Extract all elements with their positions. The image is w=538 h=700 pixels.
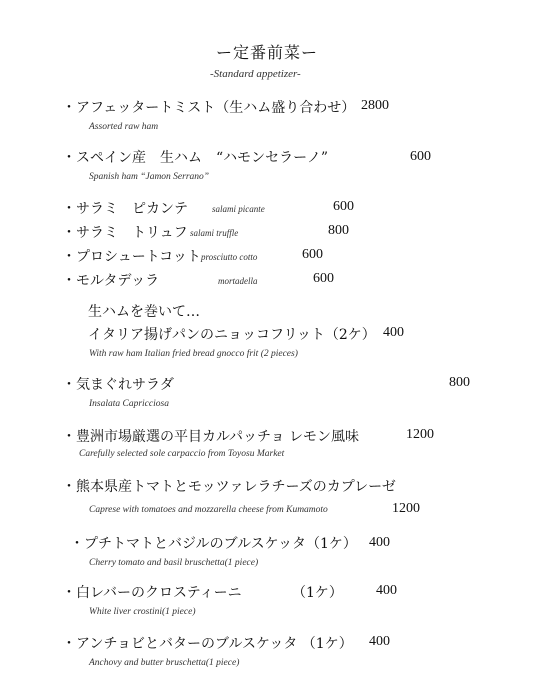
item-english: salami picante [212,204,265,214]
item-price: 400 [369,634,390,649]
item-name: ・スペイン産 生ハム “ハモンセラーノ” [62,150,329,166]
item-name: ・プロシュートコット [62,249,201,265]
item-english: Anchovy and butter bruschetta(1 piece) [89,658,240,668]
item-name: ・サラミ ピカンテ [62,201,188,217]
item-name: ・豊洲市場厳選の平目カルパッチョ レモン風味 [62,429,360,445]
item-english: salami truffle [190,228,239,238]
item-english: White liver crostini(1 piece) [89,607,196,617]
item-english: Caprese with tomatoes and mozzarella cheese from Kumamoto [89,505,328,515]
item-price: 400 [383,325,404,340]
item-english: Cherry tomato and basil bruschetta(1 piece) [89,558,259,568]
item-english: Assorted raw ham [89,122,159,132]
item-price: 800 [328,223,349,238]
item-name: ・気まぐれサラダ [62,377,174,393]
item-price: 2800 [361,98,389,113]
item-price: 400 [369,535,390,550]
item-name: ・アンチョビとバターのブルスケッタ （1ケ） [62,636,353,652]
item-price: 600 [302,247,323,262]
item-name: ・熊本県産トマトとモッツァレラチーズのカプレーゼ [62,479,396,495]
item-price: 800 [449,375,470,390]
item-quantity: （1ケ） [292,585,343,601]
item-english: mortadella [218,276,258,286]
item-english: With raw ham Italian fried bread gnocco frit (2 pieces) [89,349,298,359]
item-name: ・モルタデッラ [62,273,160,289]
menu-subtitle: -Standard appetizer- [210,68,301,80]
item-price: 400 [376,583,397,598]
item-price: 600 [410,149,431,164]
item-name: イタリア揚げパンのニョッコフリット（2ケ） [88,327,376,343]
item-english: Carefully selected sole carpaccio from Toyosu Market [79,449,285,459]
item-name: ・白レバーのクロスティーニ [62,585,242,601]
item-intro: 生ハムを巻いて… [88,304,200,320]
item-price: 600 [313,271,334,286]
item-price: 1200 [392,501,420,516]
item-name: ・アフェッタートミスト（生ハム盛り合わせ） [62,100,356,116]
item-price: 600 [333,199,354,214]
item-english: Spanish ham “Jamon Serrano” [89,172,210,182]
item-price: 1200 [406,427,434,442]
item-english: Insalata Capricciosa [89,399,169,409]
item-name: ・プチトマトとバジルのブルスケッタ（1ケ） [70,536,357,552]
item-name: ・サラミ トリュフ [62,225,188,241]
item-english: prosciutto cotto [201,252,258,262]
menu-title: ー定番前菜ー [216,43,319,62]
